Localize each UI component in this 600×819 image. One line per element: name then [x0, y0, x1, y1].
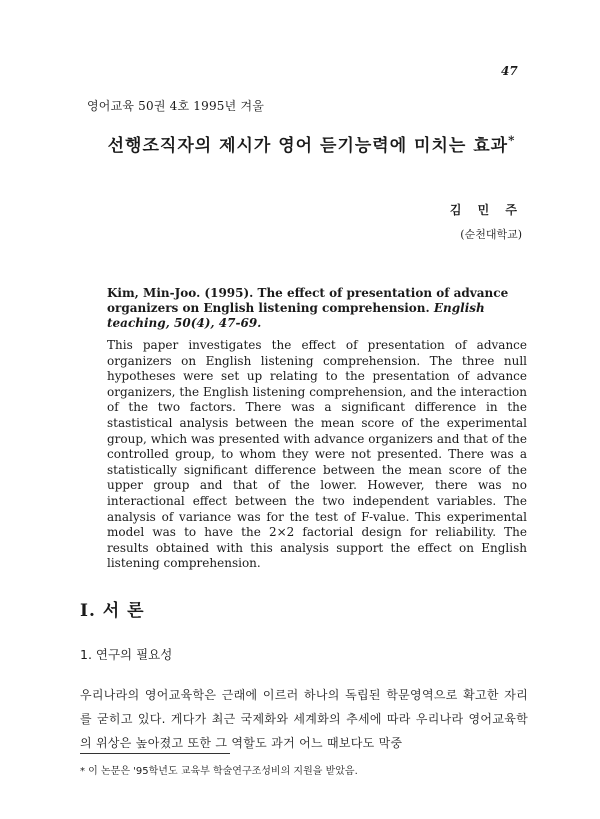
subsection-heading: 1. 연구의 필요성: [80, 647, 173, 662]
footnote-divider: [80, 753, 230, 754]
page-number: 47: [501, 64, 518, 78]
citation-volume: 50(4), 47-69.: [174, 316, 262, 330]
title-block: [0, 131, 600, 156]
abstract: This paper investigates the effect of presentation of advance organizers on English listening comprehension. The three null hypotheses were set up relating to the presentation of advance organizers, the English listening comprehension, and the interaction of the two factors. There was a significant difference in the stastistical analysis between the mean score of the experimental group, which was presented with advance organizers and that of the controlled group, to whom they were not presented. There was a statistically significant difference between the mean score of the upper group and that of the lower. However, there was no interactional effect between the two independent variables. The analysis of variance was for the test of F-value. This experimental model was to have the 2×2 factorial design for reliability. The results obtained with this analysis support the effect on English listening comprehension.: [107, 338, 527, 571]
citation-main: Kim, Min-Joo. (1995). The effect of presentation of advance organizers on English listening comprehension.: [107, 286, 509, 315]
section-heading: I. 서 론: [80, 601, 145, 621]
citation-journal: English teaching,: [107, 301, 485, 330]
title-footnote-mark: *: [508, 133, 515, 148]
author-name: 김 민 주: [449, 203, 523, 217]
author-affiliation: (순천대학교): [460, 228, 522, 241]
citation: [107, 286, 527, 331]
footnote: * 이 논문은 '95학년도 교육부 학술연구조성비의 지원을 받았음.: [80, 766, 358, 777]
paper-title: 선행조직자의 제시가 영어 듣기능력에 미치는 효과: [107, 136, 509, 156]
body-paragraph: 우리나라의 영어교육학은 근래에 이르러 하나의 독립된 학문영역으로 확고한 자리를 굳히고 있다. 게다가 최근 국제화와 세계화의 추세에 따라 우리나라 영어교육학의 위상은 높아졌고 또한 그 역할도 과거 어느 때보다도 막중: [80, 688, 528, 750]
journal-info: 영어교육 50권 4호 1995년 겨울: [87, 99, 265, 113]
